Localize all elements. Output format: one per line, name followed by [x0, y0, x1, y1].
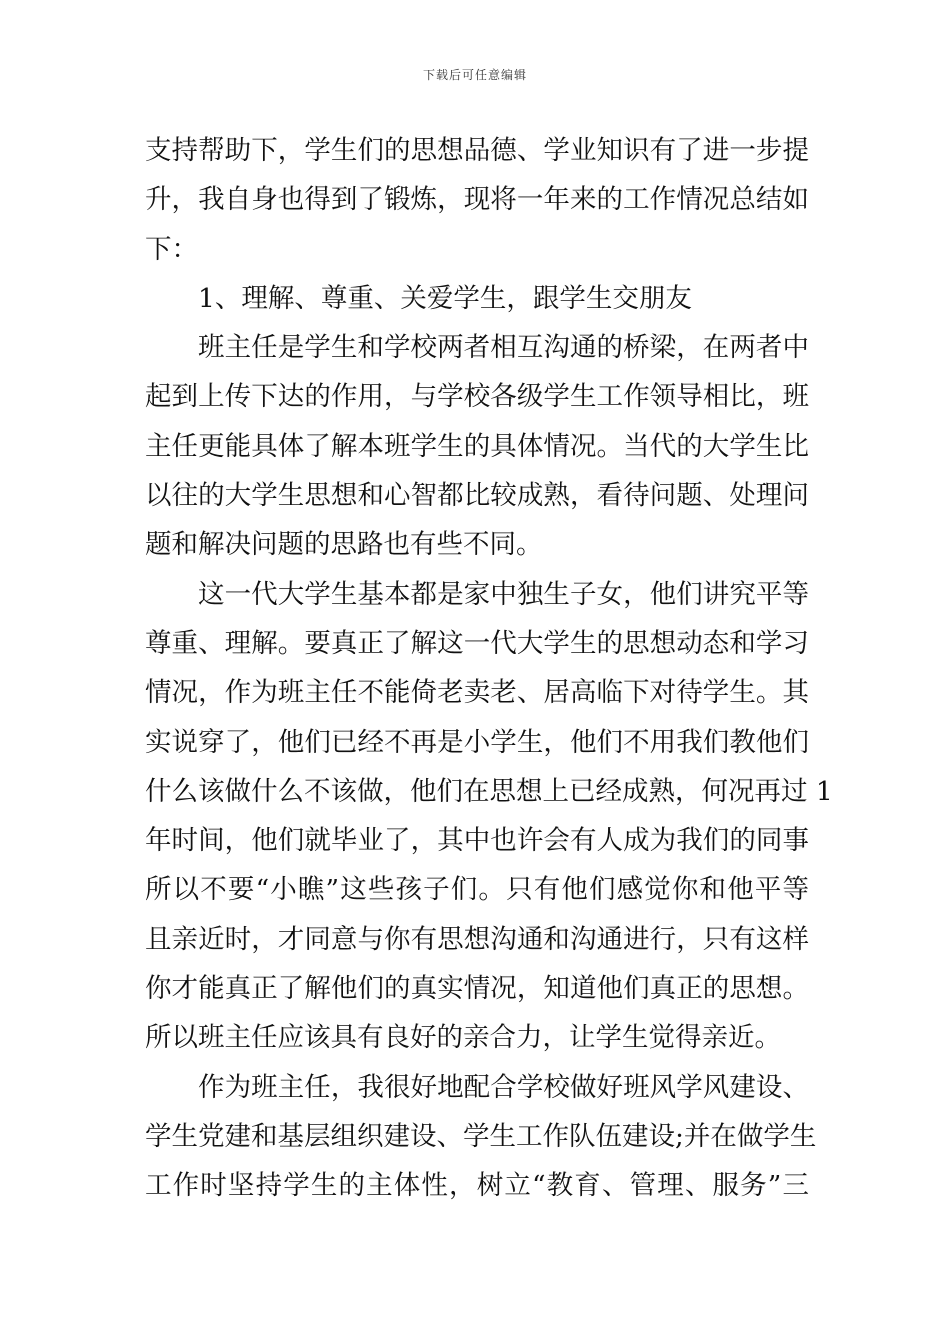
text-line: 且亲近时，才同意与你有思想沟通和沟通进行，只有这样: [145, 923, 809, 955]
text-line: 这一代大学生基本都是家中独生子女，他们讲究平等: [198, 578, 809, 610]
text-line: 主任更能具体了解本班学生的具体情况。当代的大学生比: [145, 430, 809, 462]
text-line: 题和解决问题的思路也有些不同。: [145, 529, 543, 561]
text-line: 实说穿了，他们已经不再是小学生，他们不用我们教他们: [145, 726, 809, 758]
text-line: 所以班主任应该具有良好的亲合力，让学生觉得亲近。: [145, 1022, 781, 1054]
text-line: 下：: [145, 233, 198, 265]
text-line: 工作时坚持学生的主体性，树立“教育、管理、服务”三: [145, 1170, 809, 1202]
page-header: 下载后可任意编辑: [422, 68, 527, 82]
text-line: 尊重、理解。要真正了解这一代大学生的思想动态和学习: [145, 627, 809, 659]
text-line: 支持帮助下，学生们的思想品德、学业知识有了进一步提: [145, 135, 809, 166]
text-line: 升，我自身也得到了锻炼，现将一年来的工作情况总结如: [145, 184, 809, 216]
text-line: 什么该做什么不该做，他们在思想上已经成熟，何况再过 1: [145, 775, 833, 807]
document-body: [145, 126, 833, 1211]
text-line: 所以不要“小瞧”这些孩子们。只有他们感觉你和他平等: [145, 874, 809, 906]
text-line: 起到上传下达的作用，与学校各级学生工作领导相比，班: [145, 381, 809, 413]
section-heading: 1、理解、尊重、关爱学生，跟学生交朋友: [198, 282, 692, 314]
text-line: 以往的大学生思想和心智都比较成熟，看待问题、处理问: [145, 480, 809, 512]
text-line: 班主任是学生和学校两者相互沟通的桥梁，在两者中: [198, 332, 809, 364]
text-line: 年时间，他们就毕业了，其中也许会有人成为我们的同事: [145, 825, 809, 857]
text-line: 情况，作为班主任不能倚老卖老、居高临下对待学生。其: [145, 677, 809, 709]
text-line: 作为班主任，我很好地配合学校做好班风学风建设、: [198, 1071, 809, 1103]
text-line: 你才能真正了解他们的真实情况，知道他们真正的思想。: [145, 973, 809, 1005]
text-line: 学生党建和基层组织建设、学生工作队伍建设;并在做学生: [145, 1120, 817, 1152]
